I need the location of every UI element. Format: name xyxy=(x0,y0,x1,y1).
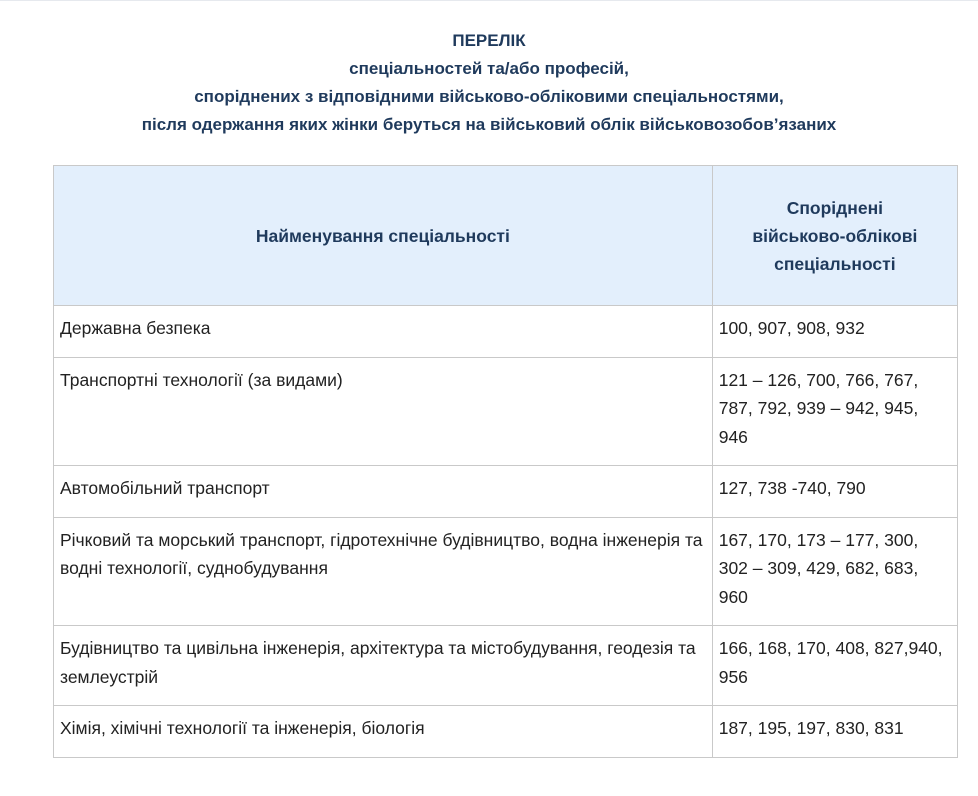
table-row xyxy=(54,626,958,706)
specialty-name-cell: Річковий та морський транспорт, гідротехнічне будівництво, водна інженерія та водні технології, суднобудування xyxy=(54,517,713,626)
table-row xyxy=(54,306,958,358)
specialty-name-cell: Державна безпека xyxy=(54,306,713,358)
specialty-name-cell: Транспортні технології (за видами) xyxy=(54,357,713,466)
table-header-row xyxy=(54,166,958,306)
heading-title: ПЕРЕЛІК xyxy=(452,31,526,50)
specialty-codes-cell: 100, 907, 908, 932 xyxy=(712,306,957,358)
header-specialty-name xyxy=(54,166,713,306)
specialty-name-cell: Автомобільний транспорт xyxy=(54,466,713,518)
heading-line-4: після одержання яких жінки беруться на військовий облік військовозобов’язаних xyxy=(141,115,837,134)
specialty-codes-cell: 127, 738 -740, 790 xyxy=(712,466,957,518)
header-related-codes xyxy=(712,166,957,306)
heading-line-3: споріднених з відповідними військово-обліковими спеціальностями, xyxy=(194,87,784,106)
specialty-codes-cell: 121 – 126, 700, 766, 767, 787, 792, 939 – 942, 945, 946 xyxy=(712,357,957,466)
header-specialty-name-label: Найменування спеціальності xyxy=(255,225,510,246)
specialty-name-cell: Хімія, хімічні технології та інженерія, біологія xyxy=(54,706,713,758)
document-heading xyxy=(0,27,978,139)
specialty-name-cell: Будівництво та цивільна інженерія, архітектура та містобудування, геодезія та землеустрій xyxy=(54,626,713,706)
header-codes-line-2: військово-облікові xyxy=(752,225,918,246)
top-divider xyxy=(0,0,978,1)
specialty-codes-cell: 167, 170, 173 – 177, 300, 302 – 309, 429, 682, 683, 960 xyxy=(712,517,957,626)
table-row xyxy=(54,466,958,518)
table-row xyxy=(54,706,958,758)
specialty-codes-cell: 187, 195, 197, 830, 831 xyxy=(712,706,957,758)
specialty-codes-cell: 166, 168, 170, 408, 827,940, 956 xyxy=(712,626,957,706)
heading-line-2: спеціальностей та/або професій, xyxy=(349,59,629,78)
header-codes-line-3: спеціальності xyxy=(774,253,896,274)
header-codes-line-1: Споріднені xyxy=(786,197,883,218)
table-row xyxy=(54,517,958,626)
table-row xyxy=(54,357,958,466)
specialties-table xyxy=(53,165,958,758)
